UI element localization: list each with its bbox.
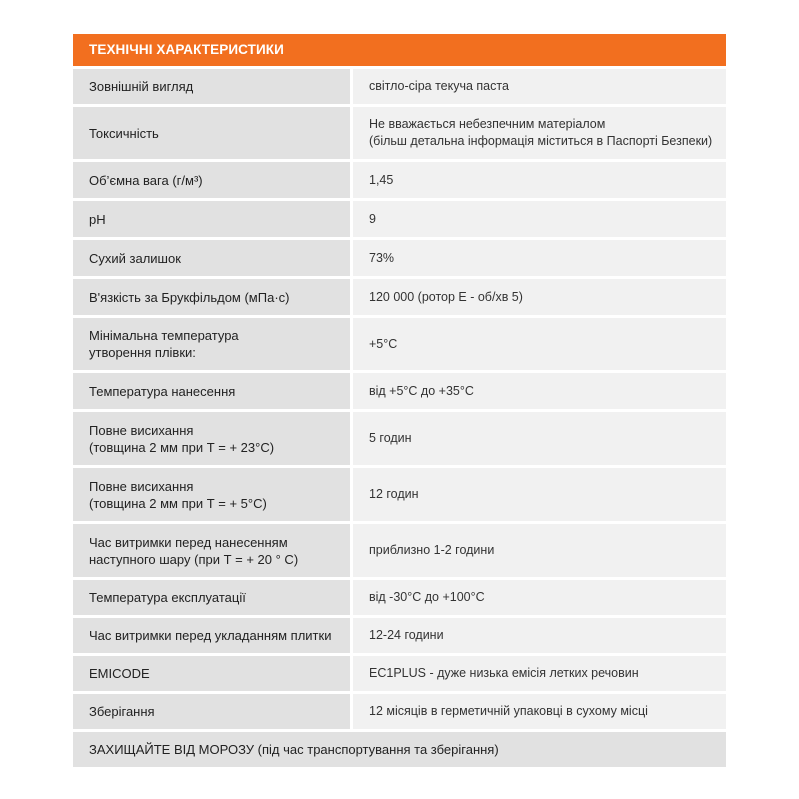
table-row <box>73 279 726 315</box>
table-row <box>73 580 726 615</box>
row-value: приблизно 1-2 години <box>353 524 726 577</box>
row-value: 12 годин <box>353 468 726 521</box>
row-label: Сухий залишок <box>73 240 350 276</box>
row-value: 120 000 (ротор Е - об/хв 5) <box>353 279 726 315</box>
row-label: Час витримки перед нанесенням наступного шару (при Т = + 20 ° С) <box>73 524 350 577</box>
table-row <box>73 318 726 370</box>
row-value: світло-сіра текуча паста <box>353 69 726 104</box>
table-row <box>73 694 726 729</box>
row-label: Повне висихання (товщина 2 мм при Т = + 5°С) <box>73 468 350 521</box>
table-row <box>73 412 726 465</box>
table-row <box>73 201 726 237</box>
row-label: Зовнішній вигляд <box>73 69 350 104</box>
table-row <box>73 69 726 104</box>
row-label: Мінімальна температура утворення плівки: <box>73 318 350 370</box>
row-label: Повне висихання (товщина 2 мм при Т = + 23°С) <box>73 412 350 465</box>
row-label: Токсичність <box>73 107 350 159</box>
row-value: 1,45 <box>353 162 726 198</box>
row-label: Температура експлуатації <box>73 580 350 615</box>
frost-warning: ЗАХИЩАЙТЕ ВІД МОРОЗУ (під час транспортування та зберігання) <box>73 732 726 767</box>
row-value: 9 <box>353 201 726 237</box>
row-value: Не вважається небезпечним матеріалом (більш детальна інформація міститься в Паспорті Безпеки) <box>353 107 726 159</box>
row-label: В'язкість за Брукфільдом (мПа·с) <box>73 279 350 315</box>
row-label: pH <box>73 201 350 237</box>
table-row <box>73 107 726 159</box>
row-label: EMICODE <box>73 656 350 691</box>
table-title: ТЕХНІЧНІ ХАРАКТЕРИСТИКИ <box>73 34 726 66</box>
row-value: від +5°С до +35°С <box>353 373 726 409</box>
table-row <box>73 240 726 276</box>
row-value: 73% <box>353 240 726 276</box>
row-value: 12-24 години <box>353 618 726 653</box>
row-label: Об’ємна вага (г/м³) <box>73 162 350 198</box>
table-row <box>73 524 726 577</box>
row-value: +5°С <box>353 318 726 370</box>
row-value: 5 годин <box>353 412 726 465</box>
row-label: Час витримки перед укладанням плитки <box>73 618 350 653</box>
row-label: Температура нанесення <box>73 373 350 409</box>
row-value: 12 місяців в герметичній упаковці в сухому місці <box>353 694 726 729</box>
table-row <box>73 373 726 409</box>
specs-table <box>73 34 726 767</box>
row-label: Зберігання <box>73 694 350 729</box>
table-row <box>73 618 726 653</box>
table-row <box>73 656 726 691</box>
row-value: EC1PLUS - дуже низька емісія летких речовин <box>353 656 726 691</box>
table-row <box>73 162 726 198</box>
table-row <box>73 468 726 521</box>
row-value: від -30°С до +100°С <box>353 580 726 615</box>
